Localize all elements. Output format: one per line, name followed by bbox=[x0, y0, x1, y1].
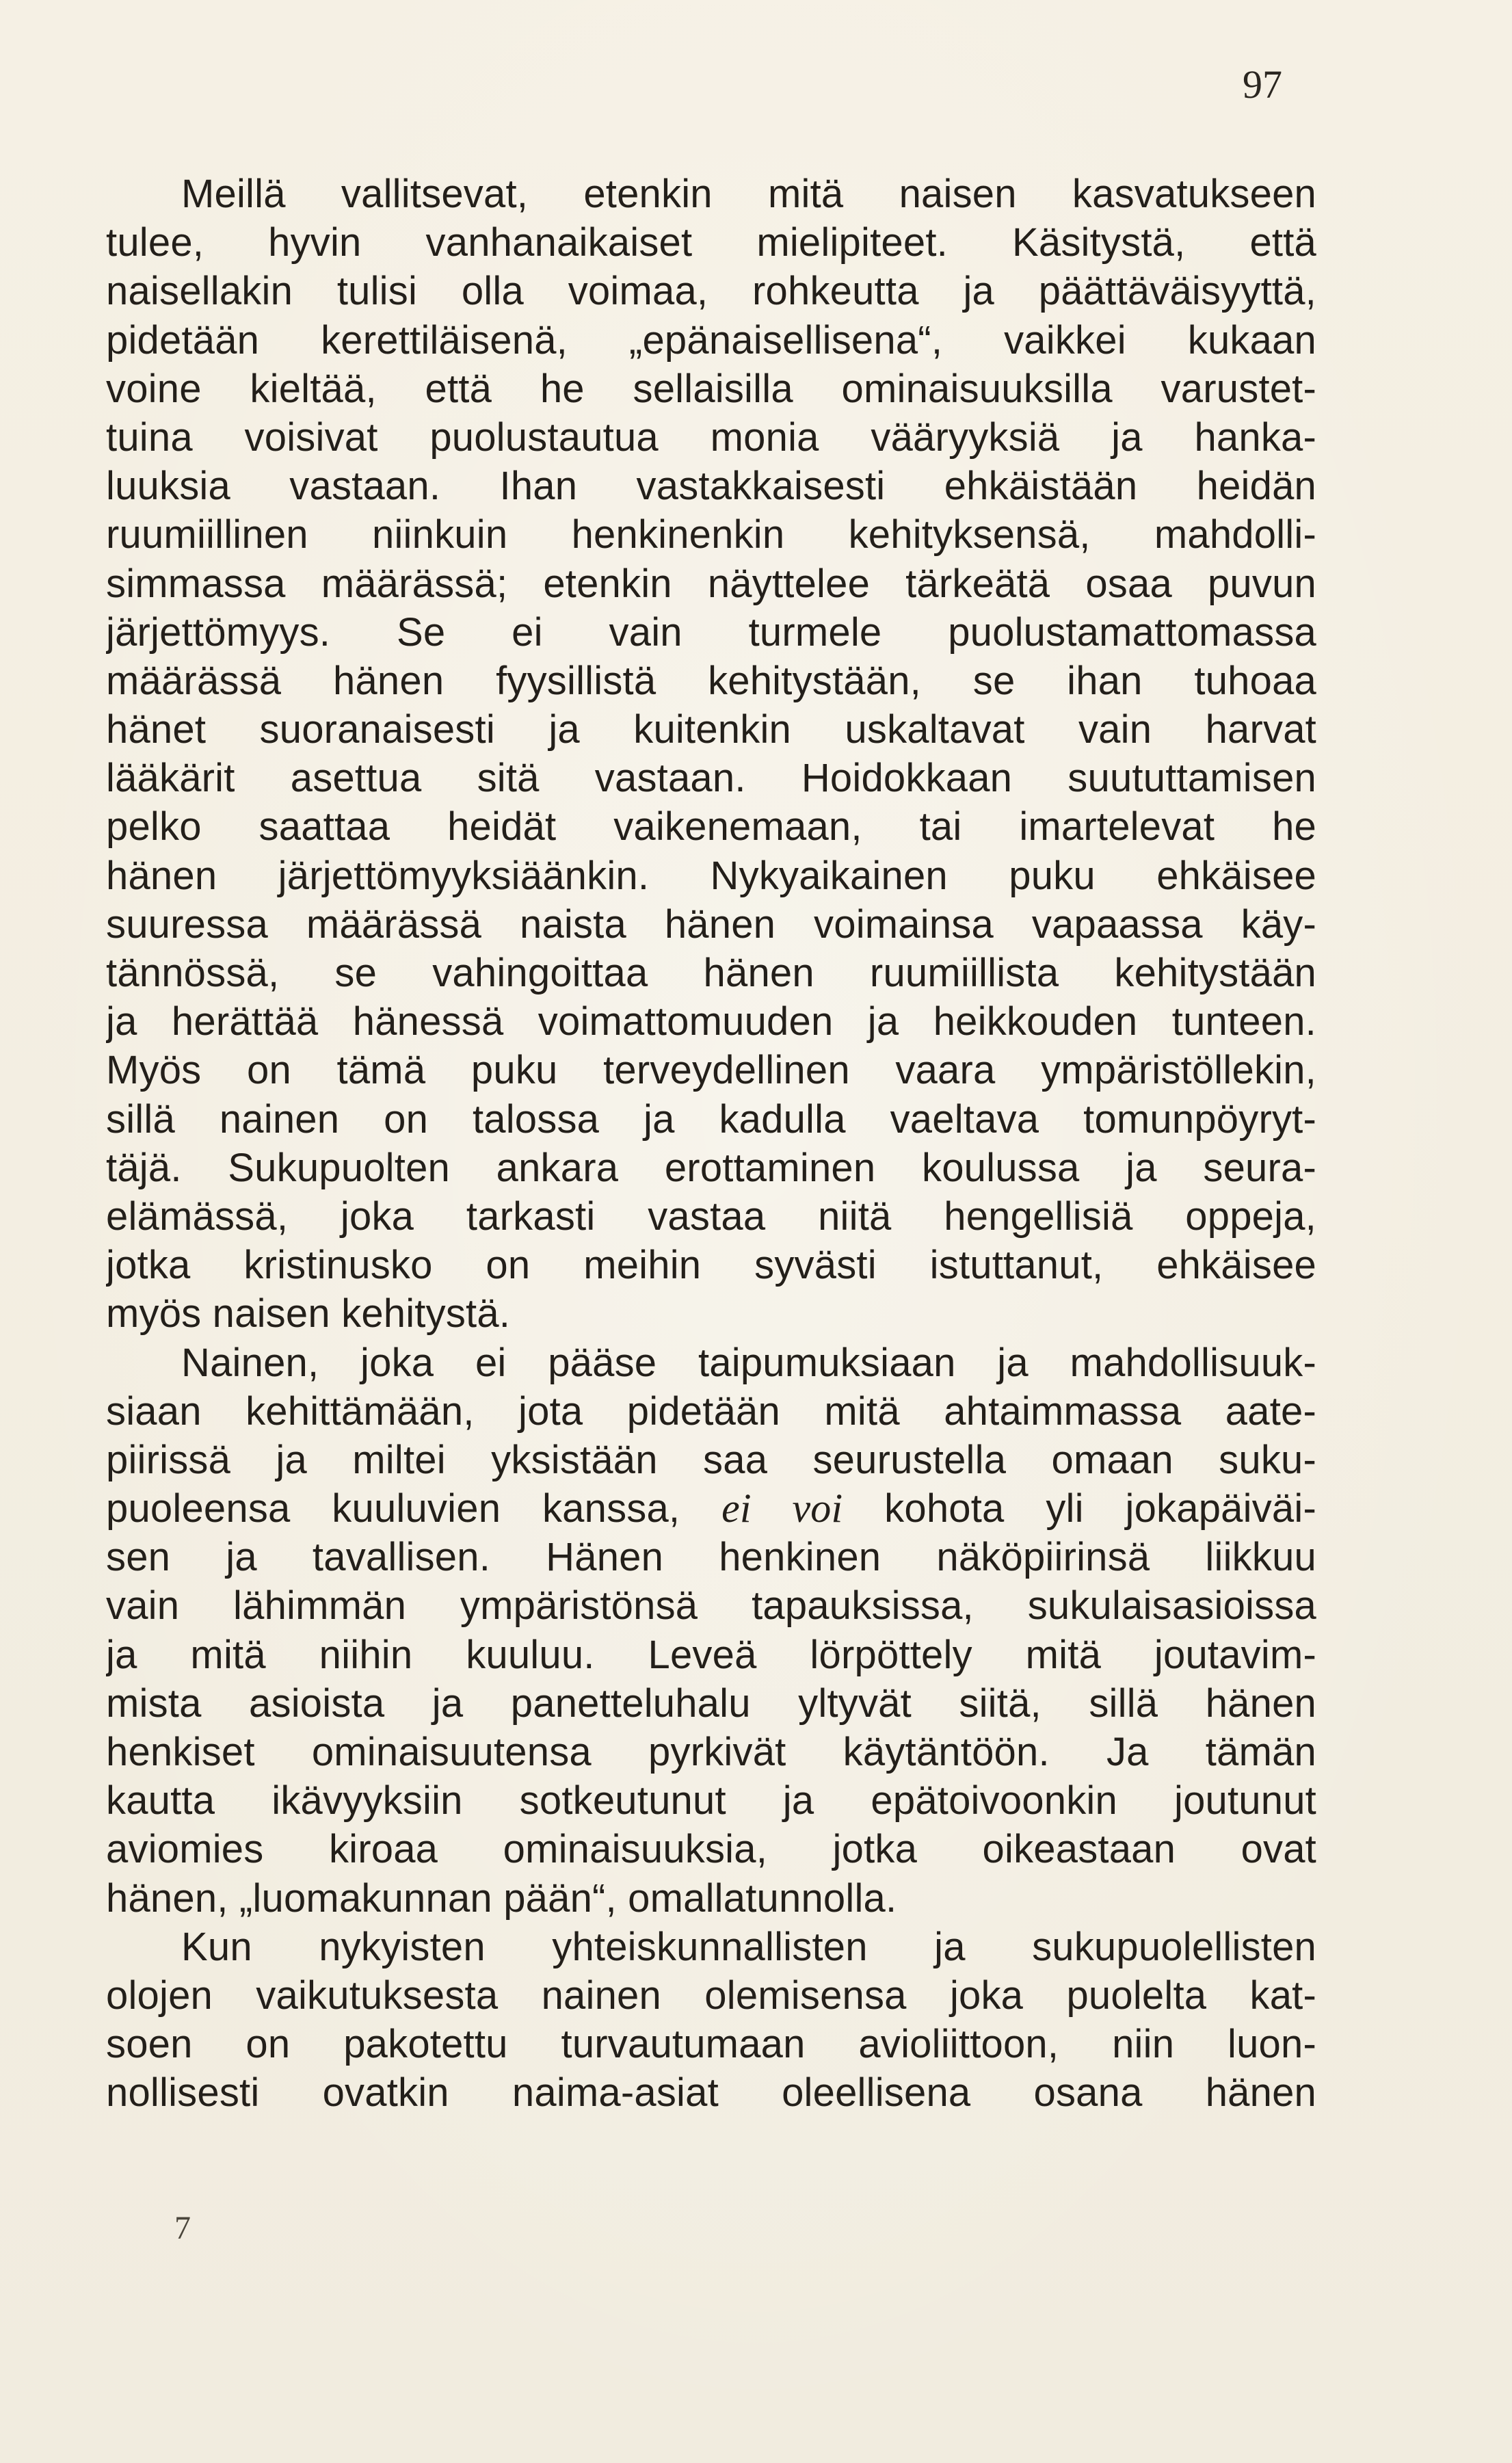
text-line: hänen, „luomakunnan pään“, omallatunnolla. bbox=[106, 1875, 897, 1921]
text-line: siaan kehittämään, jota pidetään mitä ahtaimmassa aate- bbox=[106, 1388, 1316, 1434]
text-line: kautta ikävyyksiin sotkeutunut ja epätoivoonkin joutunut bbox=[106, 1778, 1316, 1823]
page-number: 97 bbox=[1243, 62, 1282, 107]
text-line: pidetään kerettiläisenä, „epänaisellisena“, vaikkei kukaan bbox=[106, 317, 1316, 363]
text-line: ruumiillinen niinkuin henkinenkin kehityksensä, mahdolli- bbox=[106, 512, 1316, 557]
text-line: naisellakin tulisi olla voimaa, rohkeutta ja päättäväisyyttä, bbox=[106, 269, 1316, 314]
text-line: ja mitä niihin kuuluu. Leveä lörpöttely mitä joutavim- bbox=[106, 1632, 1316, 1677]
text-segment: puoleensa kuuluvien kanssa, bbox=[106, 1486, 680, 1531]
body-text bbox=[106, 170, 1316, 2118]
text-line: simmassa määrässä; etenkin näyttelee tärkeätä osaa puvun bbox=[106, 561, 1316, 606]
text-line: luuksia vastaan. Ihan vastakkaisesti ehkäistään heidän bbox=[106, 464, 1316, 509]
text-line: Nainen, joka ei pääse taipumuksiaan ja mahdollisuuk- bbox=[181, 1340, 1316, 1385]
paragraph-3 bbox=[106, 1923, 1316, 2118]
text-line: voine kieltää, että he sellaisilla ominaisuuksilla varustet- bbox=[106, 366, 1316, 411]
text-line: sen ja tavallisen. Hänen henkinen näköpiirinsä liikkuu bbox=[106, 1535, 1316, 1580]
text-line: aviomies kiroaa ominaisuuksia, jotka oikeastaan ovat bbox=[106, 1827, 1316, 1872]
paragraph-1 bbox=[106, 170, 1316, 1339]
text-line: jotka kristinusko on meihin syvästi istuttanut, ehkäisee bbox=[106, 1243, 1316, 1288]
text-line-with-emphasis bbox=[106, 1484, 1316, 1533]
text-line: Kun nykyisten yhteiskunnallisten ja sukupuolellisten bbox=[181, 1924, 1316, 1969]
text-line: elämässä, joka tarkasti vastaa niitä hengellisiä oppeja, bbox=[106, 1194, 1316, 1239]
text-line: myös naisen kehitystä. bbox=[106, 1291, 511, 1336]
text-line: järjettömyys. Se ei vain turmele puolustamattomassa bbox=[106, 609, 1316, 655]
paragraph-2 bbox=[106, 1339, 1316, 1923]
text-line: pelko saattaa heidät vaikenemaan, tai imartelevat he bbox=[106, 804, 1316, 849]
text-line: henkiset ominaisuutensa pyrkivät käytäntöön. Ja tämän bbox=[106, 1730, 1316, 1774]
text-line: tuina voisivat puolustautua monia vääryyksiä ja hanka- bbox=[106, 414, 1316, 460]
text-line: sillä nainen on talossa ja kadulla vaeltava tomunpöyryt- bbox=[106, 1096, 1316, 1142]
text-line: suuressa määrässä naista hänen voimainsa vapaassa käy- bbox=[106, 901, 1316, 947]
text-line: lääkärit asettua sitä vastaan. Hoidokkaan suututtamisen bbox=[106, 756, 1316, 801]
text-line: täjä. Sukupuolten ankara erottaminen koulussa ja seura- bbox=[106, 1145, 1316, 1190]
text-line: olojen vaikutuksesta nainen olemisensa joka puolelta kat- bbox=[106, 1973, 1316, 2018]
text-line: Meillä vallitsevat, etenkin mitä naisen kasvatukseen bbox=[181, 172, 1316, 216]
text-line: piirissä ja miltei yksistään saa seurustella omaan suku- bbox=[106, 1437, 1316, 1482]
text-line: tännössä, se vahingoittaa hänen ruumiillista kehitystään bbox=[106, 951, 1316, 995]
text-line: nollisesti ovatkin naima-asiat oleellisena osana hänen bbox=[106, 2070, 1316, 2116]
text-line: mista asioista ja panetteluhalu yltyvät siitä, sillä hänen bbox=[106, 1681, 1316, 1726]
printer-signature-mark: 7 bbox=[174, 2210, 191, 2246]
text-line: hänen järjettömyyksiäänkin. Nykyaikainen puku ehkäisee bbox=[106, 853, 1316, 898]
text-line: tulee, hyvin vanhanaikaiset mielipiteet. Käsitystä, että bbox=[106, 220, 1316, 265]
text-line: ja herättää hänessä voimattomuuden ja heikkouden tunteen. bbox=[106, 999, 1316, 1044]
text-line: soen on pakotettu turvautumaan avioliittoon, niin luon- bbox=[106, 2022, 1316, 2067]
text-line: Myös on tämä puku terveydellinen vaara ympäristöllekin, bbox=[106, 1048, 1316, 1093]
text-line: hänet suoranaisesti ja kuitenkin uskaltavat vain harvat bbox=[106, 707, 1316, 752]
text-line: vain lähimmän ympäristönsä tapauksissa, sukulaisasioissa bbox=[106, 1583, 1316, 1629]
text-line: määrässä hänen fyysillistä kehitystään, se ihan tuhoaa bbox=[106, 658, 1316, 703]
italic-emphasis: ei voi bbox=[721, 1486, 843, 1531]
text-segment: kohota yli jokapäiväi- bbox=[884, 1486, 1316, 1531]
